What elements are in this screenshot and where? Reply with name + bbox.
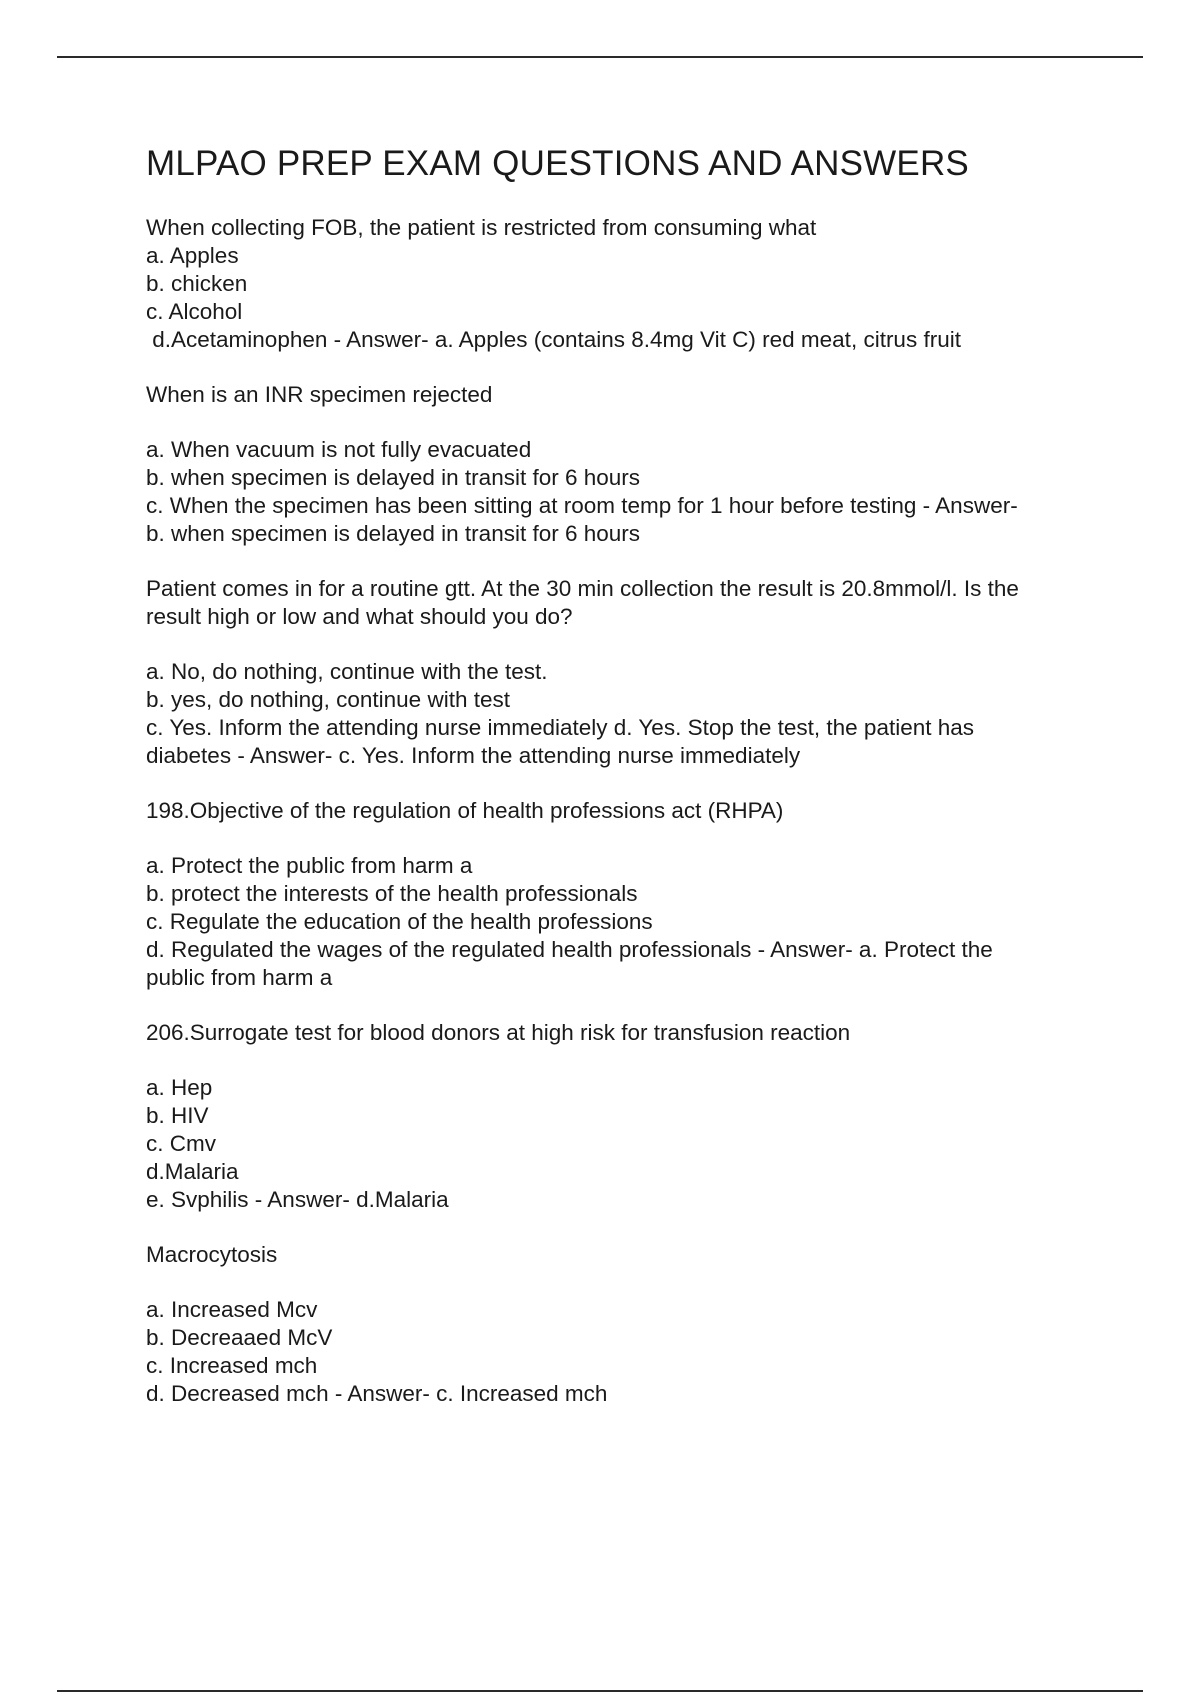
text-line: c. Cmv — [146, 1131, 216, 1156]
text-line: diabetes - Answer- c. Yes. Inform the attending nurse immediately — [146, 743, 801, 768]
question-list — [146, 214, 1106, 1408]
paragraph-gap — [146, 354, 1106, 381]
paragraph-gap — [146, 992, 1106, 1019]
text-line: d. Regulated the wages of the regulated health professionals - Answer- a. Protect the — [146, 937, 993, 962]
document-body — [146, 142, 1106, 1408]
text-line: 206.Surrogate test for blood donors at high risk for transfusion reaction — [146, 1020, 851, 1045]
text-line: result high or low and what should you do? — [146, 604, 573, 629]
text-line: 198.Objective of the regulation of health professions act (RHPA) — [146, 798, 784, 823]
paragraph-gap — [146, 825, 1106, 852]
text-line: c. Yes. Inform the attending nurse immediately d. Yes. Stop the test, the patient has — [146, 715, 975, 740]
paragraph-gap — [146, 631, 1106, 658]
top-rule — [57, 56, 1143, 58]
paragraph-gap — [146, 1269, 1106, 1296]
text-line: b. Decreaaed McV — [146, 1325, 333, 1350]
text-line: When collecting FOB, the patient is restricted from consuming what — [146, 215, 817, 240]
text-line: When is an INR specimen rejected — [146, 382, 493, 407]
text-line: b. HIV — [146, 1103, 209, 1128]
text-line: a. No, do nothing, continue with the test. — [146, 659, 548, 684]
text-line: a. Hep — [146, 1075, 213, 1100]
document-title: MLPAO PREP EXAM QUESTIONS AND ANSWERS — [146, 144, 969, 183]
paragraph-gap — [146, 1047, 1106, 1074]
text-line: c. When the specimen has been sitting at room temp for 1 hour before testing - Answer- — [146, 493, 1018, 518]
paragraph-gap — [146, 770, 1106, 797]
text-line: a. Increased Mcv — [146, 1297, 318, 1322]
text-line: d.Malaria — [146, 1159, 239, 1184]
text-line: b. when specimen is delayed in transit for 6 hours — [146, 521, 641, 546]
bottom-rule — [57, 1690, 1143, 1692]
text-line: d. Decreased mch - Answer- c. Increased mch — [146, 1381, 608, 1406]
text-line: c. Increased mch — [146, 1353, 318, 1378]
text-line: Macrocytosis — [146, 1242, 278, 1267]
text-line: b. when specimen is delayed in transit for 6 hours — [146, 465, 641, 490]
paragraph-gap — [146, 548, 1106, 575]
text-line: a. When vacuum is not fully evacuated — [146, 437, 532, 462]
text-line: a. Protect the public from harm a — [146, 853, 473, 878]
text-line: e. Svphilis - Answer- d.Malaria — [146, 1187, 449, 1212]
paragraph-gap — [146, 409, 1106, 436]
text-line: Patient comes in for a routine gtt. At the 30 min collection the result is 20.8mmol/l. Is the — [146, 576, 1019, 601]
text-line: b. yes, do nothing, continue with test — [146, 687, 510, 712]
text-line: d.Acetaminophen - Answer- a. Apples (contains 8.4mg Vit C) red meat, citrus fruit — [146, 327, 961, 352]
text-line: b. protect the interests of the health professionals — [146, 881, 638, 906]
text-line: c. Alcohol — [146, 299, 243, 324]
text-line: c. Regulate the education of the health professions — [146, 909, 653, 934]
text-line: a. Apples — [146, 243, 239, 268]
text-line: b. chicken — [146, 271, 248, 296]
paragraph-gap — [146, 1214, 1106, 1241]
text-line: public from harm a — [146, 965, 333, 990]
